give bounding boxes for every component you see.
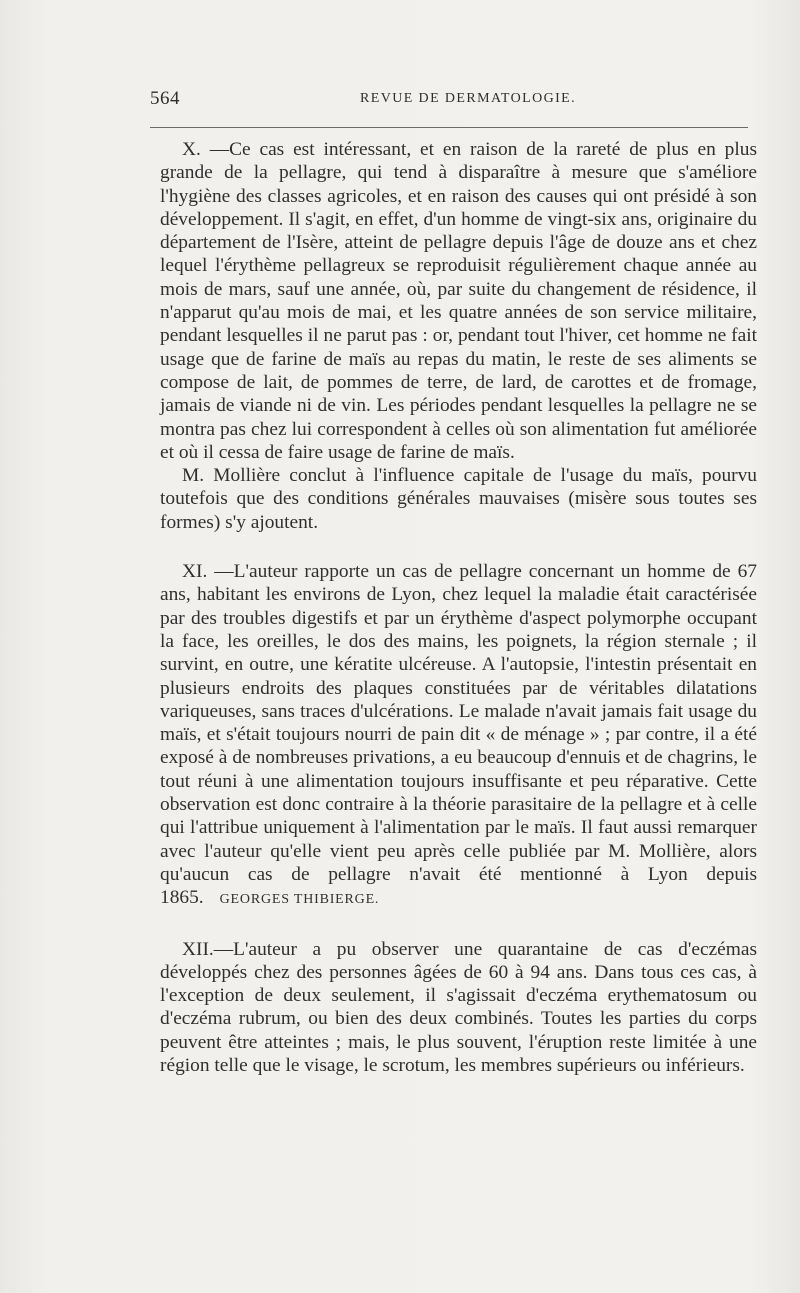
paragraph-xi (160, 560, 757, 911)
page-header (150, 88, 750, 112)
paragraph-x-conclusion: M. Mollière conclut à l'influence capitale de l'usage du maïs, pourvu toutefois que des conditions générales mauvaises (misère sous toutes ses formes) s'y ajoutent. (160, 465, 757, 533)
header-rule (150, 127, 748, 128)
paragraph-xi-text: XI. —L'auteur rapporte un cas de pellagre concernant un homme de 67 ans, habitant les environs de Lyon, chez lequel la maladie était caractérisée par des troubles digestifs et par un érythème d'aspect polymorphe occupant la face, les oreilles, le dos des mains, les poignets, la région sternale ; il survint, en outre, une kératite ulcéreuse. A l'autopsie, l'intestin présentait en plusieurs endroits des plaques constituées par de véritables dilatations variqueuses, sans traces d'ulcérations. Le malade n'avait jamais fait usage du maïs, et s'était toujours nourri de pain dit « de ménage » ; par contre, il a été exposé à de nombreuses privations, a eu beaucoup d'ennuis et de chagrins, le tout réuni à une alimentation toujours insuffisante et peu réparative. Cette observation est donc contraire à la théorie parasitaire de la pellagre et à celle qui l'attribue uniquement à l'alimentation par le maïs. Il faut aussi remarquer avec l'auteur qu'elle vient peu après celle publiée par M. Mollière, alors qu'aucun cas de pellagre n'avait été mentionné à Lyon depuis 1865. (160, 561, 757, 909)
running-head: REVUE DE DERMATOLOGIE. (360, 91, 577, 106)
page-number: 564 (150, 88, 180, 109)
paragraph-x: X. —Ce cas est intéressant, et en raison de la rareté de plus en plus grande de la pellagre, qui tend à disparaître à mesure que s'améliore l'hygiène des classes agricoles, et en raison des causes qui ont présidé à son développement. Il s'agit, en effet, d'un homme de vingt-six ans, originaire du département de l'Isère, atteint de pellagre depuis l'âge de douze ans et chez lequel l'érythème pellagreux se reproduisit régulièrement chaque année au mois de mars, sauf une année, où, par suite du changement de résidence, il n'apparut qu'au mois de mai, et les quatre années de son service militaire, pendant lesquelles il ne parut pas : or, pendant tout l'hiver, cet homme ne fait usage que de farine de maïs au repas du matin, le reste de ses aliments se compose de lait, de pommes de terre, de lard, de carottes et de fromage, jamais de viande ni de vin. Les périodes pendant lesquelles la pellagre ne se montra pas chez lui correspondent à celles où son alimentation fut améliorée et où il cessa de faire usage de farine de maïs. (160, 139, 757, 463)
body-text (160, 138, 757, 1077)
author-signature: GEORGES THIBIERGE. (219, 892, 380, 908)
paragraph-xii: XII.—L'auteur a pu observer une quarantaine de cas d'eczémas développés chez des personnes âgées de 60 à 94 ans. Dans tous ces cas, à l'exception de deux seulement, il s'agissait d'eczéma erythematosum ou d'eczéma rubrum, ou bien des deux combinés. Toutes les parties du corps peuvent être atteintes ; mais, le plus souvent, l'éruption reste limitée à une région telle que le visage, le scrotum, les membres supérieurs ou inférieurs. (160, 938, 757, 1076)
